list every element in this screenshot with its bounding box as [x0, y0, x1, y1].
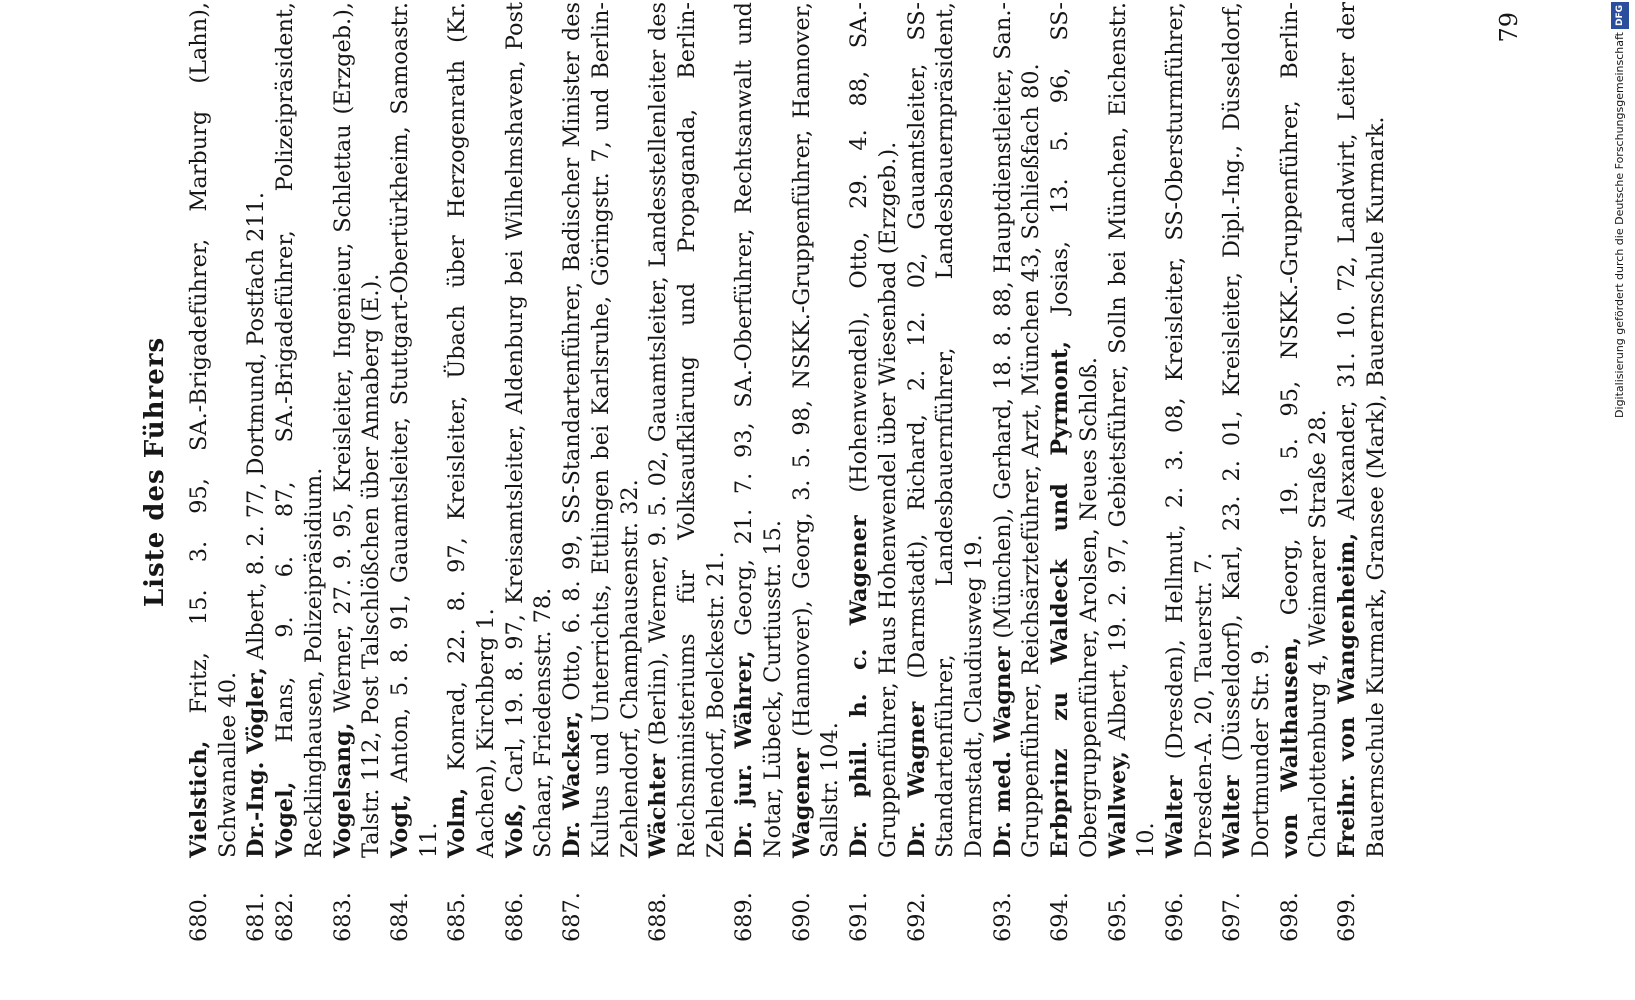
list-item: [1161, 2, 1218, 942]
entry-text: (Berlin), Werner, 9. 5. 02, Gauamtsleiter, Landesstellenleiter des Reichsministeriums für Volksaufklärung und Propaganda, Berlin-Zehlendorf, Boelckestr. 21.: [645, 2, 729, 858]
entry-number: 681.: [243, 892, 270, 942]
entry-name: Vielstich,: [186, 740, 212, 858]
entry-number: 697.: [1219, 892, 1246, 942]
entry-number: 693.: [989, 892, 1016, 942]
entry-text: Anton, 5. 8. 91, Gauamtsleiter, Stuttgart-Obertürkheim, Samoastr. 11.: [386, 2, 442, 858]
entry-text: Albert, 19. 2. 97, Gebietsführer, Solln bei München, Eichenstr. 10.: [1104, 2, 1160, 858]
list-item: [1333, 2, 1390, 942]
entry-text: (Dresden), Hellmut, 2. 3. 08, Kreisleiter, SS-Obersturmführer, Dresden-A. 20, Tauerstr. 7.: [1161, 2, 1217, 858]
entry-name: Wächter: [645, 753, 672, 858]
digitization-text: Digitalisierung gefördert durch die Deutsche Forschungsgemeinschaft: [1613, 32, 1626, 418]
entry-text: Alexander, 31. 10. 72, Landwirt, Leiter der Bauernschule Kurmark, Gransee (Mark), Bauernschule Kurmark.: [1334, 2, 1389, 858]
entry-name: Wagener: [788, 748, 815, 858]
entry-name: Erbprinz zu Waldeck und Pyrmont,: [1047, 340, 1074, 858]
list-item: [501, 2, 558, 942]
list-item: [1218, 2, 1275, 942]
entry-number: 692.: [903, 892, 930, 942]
list-item: [443, 2, 500, 942]
entry-number: 683.: [329, 892, 356, 942]
list-item: [558, 2, 644, 942]
entry-text: Carl, 19. 8. 97, Kreisamtsleiter, Aldenburg bei Wilhelmshaven, Post Schaar, Friedensstr. 78.: [501, 1, 557, 858]
entry-number: 680.: [186, 892, 212, 942]
entry-number: 688.: [645, 892, 672, 942]
dfg-logo: DFG: [1611, 2, 1629, 29]
entry-name: von Walthausen,: [1276, 636, 1303, 858]
list-item: [185, 2, 242, 942]
entry-number: 685.: [444, 892, 471, 942]
entry-name: Dr. Wagner: [903, 701, 930, 858]
entry-text: (Hannover), Georg, 3. 5. 98, NSKK.-Gruppenführer, Hannover, Sallstr. 104.: [788, 2, 844, 858]
entry-number: 694.: [1047, 892, 1074, 942]
list-item: [989, 2, 1046, 942]
entry-text: (Darmstadt), Richard, 2. 12. 02, Gauamtsleiter, SS-Standartenführer, Landesbauernführer, Landesbauernpräsident, Darmstadt, Claudiusweg 19.: [903, 2, 987, 858]
list-item: [845, 2, 902, 942]
entry-number: 684.: [386, 892, 413, 942]
list-item: [1276, 2, 1333, 942]
entry-text: Josias, 13. 5. 96, SS-Obergruppenführer, Arolsen, Neues Schloß.: [1047, 2, 1102, 858]
running-head: Liste des Führers: [140, 336, 170, 608]
entry-name: Voß,: [501, 802, 528, 858]
list-item: [788, 2, 845, 942]
list-item: [644, 2, 730, 942]
entry-number: 687.: [559, 892, 586, 942]
entry-text: Georg, 19. 5. 95, NSKK.-Gruppenführer, Berlin-Charlottenburg 4, Weimarer Straße 28.: [1276, 2, 1332, 858]
entry-number: 695.: [1104, 892, 1131, 942]
digitization-note: [1612, 2, 1628, 992]
entry-name: Dr. jur. Währer,: [731, 650, 758, 858]
entry-number: 689.: [731, 892, 758, 942]
page-number: 79: [1495, 12, 1523, 43]
list-item: [386, 2, 443, 942]
entry-text: Werner, 27. 9. 95, Kreisleiter, Ingenieur, Schlettau (Erzgeb.), Talstr. 112, Post Talschlößchen über Annaberg (E.).: [329, 2, 385, 858]
entry-name: Freihr. von Wangenheim,: [1334, 532, 1361, 858]
list-item: [1046, 2, 1103, 942]
entry-number: 686.: [501, 892, 528, 942]
entry-number: 699.: [1334, 892, 1361, 942]
entry-text: Georg, 21. 7. 93, SA.-Oberführer, Rechtsanwalt und Notar, Lübeck, Curtiusstr. 15.: [731, 2, 787, 858]
entry-list: [185, 2, 1391, 942]
entry-number: 682.: [272, 892, 299, 942]
entry-name: Wallwey,: [1104, 751, 1131, 858]
entry-text: Hans, 9. 6. 87, SA.-Brigadeführer, Polizeipräsident, Recklinghausen, Polizeipräsidium.: [272, 2, 327, 858]
entry-text: Otto, 6. 8. 99, SS-Standartenführer, Badischer Minister des Kultus und Unterrichts, Ettlingen bei Karlsruhe, Göringstr. 7, und Berlin-Zehlendorf, Champhausenstr. 32.: [559, 2, 643, 858]
entry-name: Vogt,: [386, 793, 413, 858]
entry-name: Walter: [1161, 775, 1188, 858]
entry-name: Dr.-Ing. Vögler,: [243, 667, 270, 858]
entry-number: 690.: [788, 892, 815, 942]
list-item: [271, 2, 328, 942]
entry-name: Vogelsang,: [329, 722, 356, 858]
entry-name: Dr. med. Wagner: [989, 646, 1016, 858]
list-item: [1104, 2, 1161, 942]
entry-text: (Hohenwendel), Otto, 29. 4. 88, SA.-Gruppenführer, Haus Hohenwendel über Wiesenbad (Erzgeb.).: [846, 2, 901, 858]
entry-number: 698.: [1276, 892, 1303, 942]
list-item: [242, 2, 271, 942]
entry-name: Volm,: [444, 787, 471, 858]
entry-name: Walter: [1219, 775, 1246, 858]
entry-name: Vogel,: [272, 781, 299, 858]
entry-text: (München), Gerhard, 18. 8. 88, Hauptdienstleiter, San.-Gruppenführer, Reichsärzteführer, Arzt, München 43, Schließfach 80.: [989, 2, 1045, 858]
entry-text: Konrad, 22. 8. 97, Kreisleiter, Übach über Herzogenrath (Kr. Aachen), Kirchberg 1.: [444, 2, 500, 858]
entry-number: 696.: [1161, 892, 1188, 942]
list-item: [730, 2, 787, 942]
entry-text: Fritz, 15. 3. 95, SA.-Brigadeführer, Marburg (Lahn), Schwanallee 40.: [186, 2, 241, 858]
entry-text: (Düsseldorf), Karl, 23. 2. 01, Kreisleiter, Dipl.-Ing., Düsseldorf, Dortmunder Str. 9.: [1219, 2, 1275, 858]
rotated-page: [135, 2, 1555, 942]
entry-name: Dr. phil. h. c. Wagener: [846, 515, 873, 858]
list-item: [329, 2, 386, 942]
entry-number: 691.: [846, 892, 873, 942]
list-item: [903, 2, 989, 942]
entry-name: Dr. Wacker,: [559, 710, 586, 858]
entry-text: Albert, 8. 2. 77, Dortmund, Postfach 211.: [243, 191, 270, 660]
